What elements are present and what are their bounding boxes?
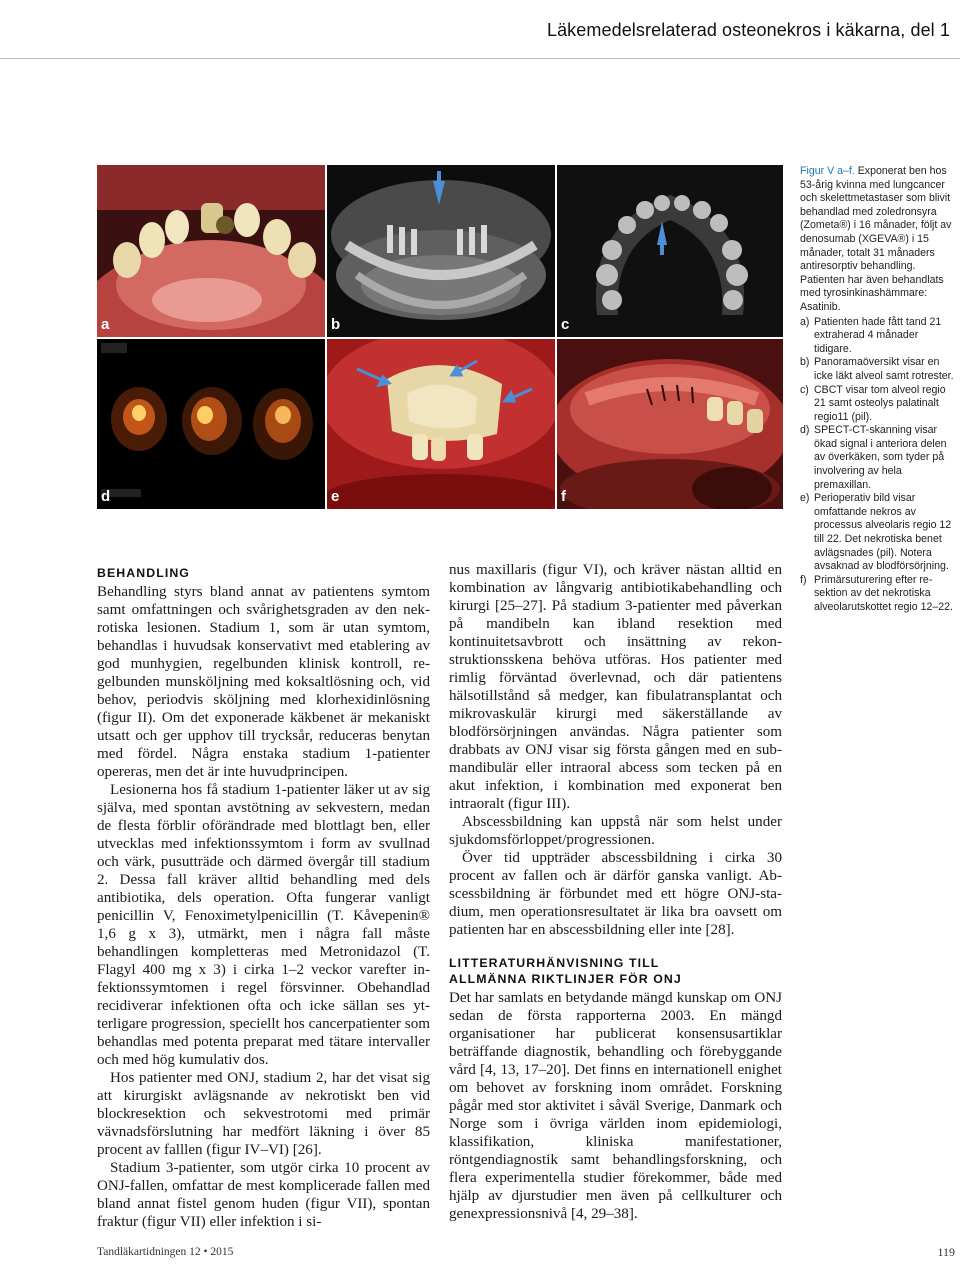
panel-letter-b: b — [331, 316, 341, 333]
paragraph: Lesionerna hos få stadium 1-patienter läker ut av sig själva, med spontan avstötning av sekvestern, medan de flesta förblir oförändrade med blottlagt ben, eller utvecklas med infektionssymtom i form av svullnad och värk, pusutträde och därmed övergår till stadium 2. Dessa fall kräver alltid behandling med dels antibiotika, dels operation. Ofta fungerar vanligt penicillin V, Fenoximetylpenicillin (T. Kåvepenin® 1,6 g x 3), utmärkt, men i några fall måste behandlingen kompletteras med Metronidazol (T. Flagyl 400 mg x 3) i cirka 1–2 veckor varefter infektionssymtomen i regel försvinner. Obehandlad recidiverar infektionen ofta och icke sällan ses ytterligare progression, speciellt hos cancerpatienter som behandlas med potenta preparat med tätare intervaller och med hög kumulativ dos. — [97, 782, 430, 1068]
figure-caption — [800, 165, 958, 615]
figure-grid — [97, 165, 783, 510]
paragraph: Abscessbildning kan uppstå när som helst under sjukdomsförloppet/progressionen. — [449, 814, 782, 848]
panel-letter-e: e — [331, 488, 340, 505]
panel-letter-c: c — [561, 316, 570, 333]
panel-letter-f: f — [561, 488, 566, 505]
page-number: 119 — [937, 1245, 955, 1259]
panel-a-intraoral-photo — [97, 165, 325, 337]
panel-e-perioperative-photo — [327, 339, 555, 509]
panel-b-panoramic-xray — [327, 165, 555, 337]
journal-footer: Tandläkartidningen 12 • 2015 — [97, 1246, 234, 1258]
left-column — [97, 565, 430, 1231]
panel-d-spect-ct — [97, 339, 325, 509]
caption-item: b) Panoramaöversikt visar en icke läkt alveol samt rotrester. — [800, 356, 954, 382]
section-heading-litteratur: LITTERATURHÄNVISNING TILL ALLMÄNNA RIKTLINJER FÖR ONJ — [449, 956, 682, 986]
panel-letter-d: d — [101, 488, 111, 505]
caption-item: c) CBCT visar tom alveol regio 21 samt osteolys palatinalt regio11 (pil). — [800, 383, 946, 423]
caption-intro-text: Exponerat ben hos 53-årig kvinna med lungcancer och skelettmetastaser som blivit behandlad med zoledronsyra (Zometa®) i 16 månader, följt av denosumab (XGEVA®) i 15 månader, totalt 31 månaders antiresorptiv behandling. Patienten har även behandlats med tyrosinkinashämmare: Asatinib. — [800, 165, 952, 313]
caption-figure-label: Figur V a–f. — [800, 165, 855, 177]
panel-f-suture-photo — [557, 339, 783, 509]
paragraph: Över tid uppträder abscessbildning i cirka 30 procent av fallen och är därför ganska vanligt. Abscessbildning är förbundet med ett högre ONJ-stadium, men operationsresultatet är lika bra oavsett om patienten har en abscessbildning eller inte [28]. — [449, 850, 782, 938]
caption-item: f) Primärsuturering efter resektion av det nekrotiska alveolarutskottet regio 12–22. — [800, 573, 953, 613]
panel-c-cbct — [557, 165, 783, 337]
paragraph: nus maxillaris (figur VI), och kräver nästan alltid en kombination av långvarig antibiotikabehandling och kirurgi [25–27]. På stadium 3-patienter med påverkan på mandibeln kan ibland resektion med kontinuitetsavbrott och insättning av rekonstruktionsskena behöva utföras. Hos patienter med rimlig förväntad överlevnad, och där patientens hälsotillstånd så medger, kan fibulatransplantat och mikrovaskulär kirurgi med säkerställande av blodförsörjningen användas. Några patienter som drabbats av ONJ visar sig första gången med en submandibulär eller intraoral abcess som tecken på en akut infektion, i kombination med exponerat ben intraoralt (figur III). — [449, 562, 782, 812]
section-heading-behandling: BEHANDLING — [97, 566, 190, 580]
caption-intro — [800, 165, 958, 315]
panel-letter-a: a — [101, 316, 110, 333]
paragraph: Det har samlats en betydande mängd kunskap om ONJ sedan de första rapporterna 2003. En mängd organisationer har publicerat konsensusartiklar beträffande diagnostik, behandling och förebyggande vård [4, 13, 17–20]. Det finns en internationell enighet om behovet av forskning inom området. Forskning pågår med stor aktivitet i såväl Sverige, Danmark och Norge som i övriga världen inom epidemiologi, klassifikation, kliniska manifestationer, röntgendiagnostik samt behandlingsforskning, och flera experimentella studier förekommer, både med hjälp av djurstudier men även på cellkulturer och genexpressionsnivå [4, 29–38]. — [449, 990, 782, 1222]
paragraph: Behandling styrs bland annat av patientens symtom samt omfattningen och svårighetsgraden av den nekrotiska lesionen. Stadium 1, som är utan symtom, behandlas i huvudsak konservativt med etablering av god munhygien, regelbunden klinisk kontroll, regelbunden munsköljning med koksaltlösning och, vid behov, periodvis sköljning med klorhexidinlösning (figur II). Om det exponerade käkbenet är mekaniskt utsatt och ger upphov till trycksår, reduceras benytan med fördel. Några enstaka stadium 1-patienter opereras, men det är inte huvudprincipen. — [97, 584, 430, 780]
caption-item: d) SPECT-CT-skanning visar ökad signal i anteriora delen av överkäken, som tyder på involvering av hela premaxillan. — [800, 424, 947, 491]
caption-item: e) Perioperativ bild visar omfattande nekros av processus alveolaris regio 12 till 22. Det nekrotiska benet avlägsnades (pil). Notera avsaknad av blodförsörjning. — [800, 492, 952, 573]
running-title: Läkemedelsrelaterad osteonekros i käkarna, del 1 — [546, 20, 950, 40]
paragraph: Hos patienter med ONJ, stadium 2, har det visat sig att kirurgiskt avlägsnande av nekrotiskt ben vid blockresektion och sekvestrotomi med primär vävnadsförslutning har medfört läkning i över 85 procent av falllen (figur IV–VI) [26]. — [97, 1070, 430, 1158]
paragraph: Stadium 3-patienter, som utgör cirka 10 procent av ONJ-fallen, omfattar de mest komplicerade fallen med bland annat fistel genom huden (figur VII), spontan fraktur (figur VII) eller infektion i si- — [97, 1160, 430, 1230]
caption-item: a) Patienten hade fått tand 21 extraherad 4 månader tidigare. — [800, 315, 942, 355]
header-divider — [0, 58, 960, 59]
right-column — [449, 561, 782, 1223]
